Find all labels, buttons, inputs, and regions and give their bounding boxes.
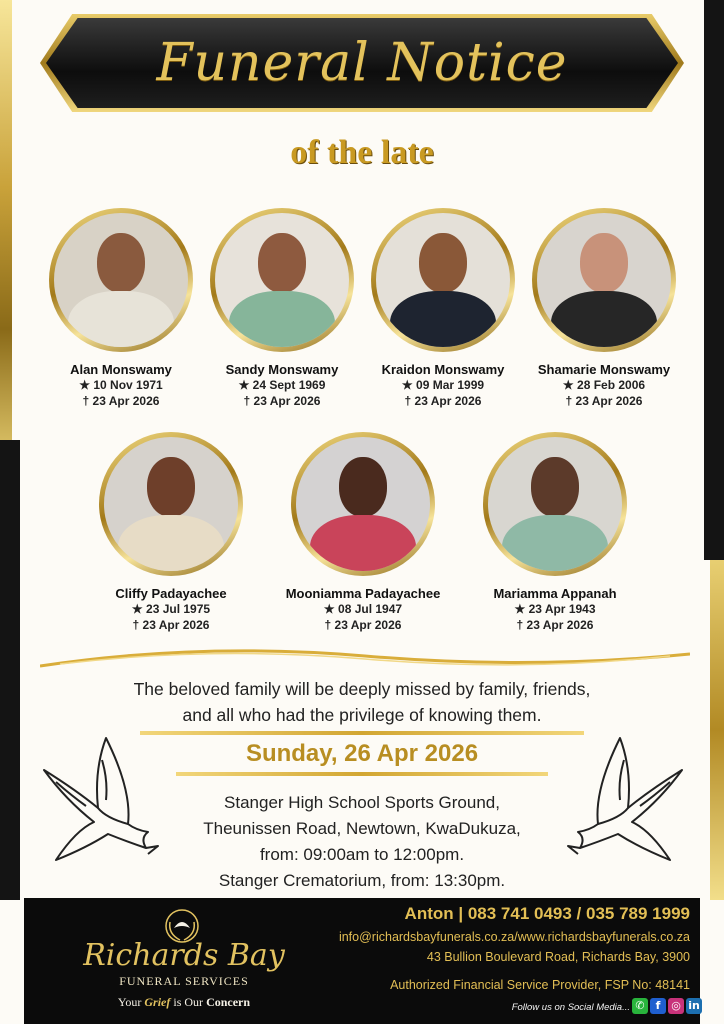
portrait-frame (483, 432, 627, 576)
contact-email-website[interactable]: info@richardsbayfunerals.co.za/www.richardsbayfunerals.co.za (338, 930, 690, 944)
person-card (278, 432, 448, 633)
portrait-photo (215, 213, 349, 347)
birth-date: ★ 28 Feb 2006 (562, 378, 646, 392)
contact-address: 43 Bullion Boulevard Road, Richards Bay, 3900 (426, 950, 690, 964)
birth-date: ★ 09 Mar 1999 (401, 378, 485, 392)
right-black-band (704, 0, 724, 560)
page-title: Funeral Notice (156, 33, 568, 93)
venue-line: Stanger High School Sports Ground, (224, 793, 500, 812)
linkedin-icon[interactable]: in (686, 998, 702, 1014)
contact-phone[interactable]: Anton | 083 741 0493 / 035 789 1999 (404, 904, 690, 923)
portrait-photo (296, 437, 430, 571)
dove-left-icon (36, 730, 166, 880)
person-card (86, 432, 256, 633)
person-card (470, 432, 640, 633)
person-name: Sandy Monswamy (225, 362, 339, 377)
tribute-message (60, 676, 664, 728)
service-venue (120, 790, 604, 894)
facebook-icon[interactable]: f (650, 998, 666, 1014)
portrait-photo (488, 437, 622, 571)
left-black-band (0, 440, 20, 900)
dove-right-icon (560, 730, 690, 880)
person-name: Cliffy Padayachee (115, 586, 227, 601)
portrait-frame (210, 208, 354, 352)
portrait-frame (99, 432, 243, 576)
instagram-icon[interactable]: ◎ (668, 998, 684, 1014)
person-name: Shamarie Monswamy (537, 362, 671, 377)
person-card (197, 208, 367, 409)
death-date: † 23 Apr 2026 (324, 618, 402, 632)
gold-rule (140, 731, 584, 735)
company-logo-subtitle: FUNERAL SERVICES (119, 974, 249, 988)
portrait-photo (104, 437, 238, 571)
death-date: † 23 Apr 2026 (82, 394, 160, 408)
person-name: Mariamma Appanah (493, 586, 617, 601)
birth-date: ★ 24 Sept 1969 (238, 378, 326, 392)
portrait-frame (291, 432, 435, 576)
portrait-photo (54, 213, 188, 347)
whatsapp-icon[interactable]: ✆ (632, 998, 648, 1014)
person-card (36, 208, 206, 409)
person-card (519, 208, 689, 409)
venue-line: Stanger Crematorium, from: 13:30pm. (218, 871, 506, 890)
page-subtitle: of the late (290, 134, 434, 171)
tagline-bold: Concern (206, 995, 251, 1009)
left-gold-band (0, 0, 12, 470)
company-tagline (34, 995, 334, 1010)
fsp-notice: Authorized Financial Service Provider, FSP No: 48141 (390, 978, 690, 992)
tagline-text: Your (117, 995, 145, 1009)
birth-date: ★ 23 Apr 1943 (514, 602, 596, 616)
venue-line: Theunissen Road, Newtown, KwaDukuza, (203, 819, 521, 838)
death-date: † 23 Apr 2026 (565, 394, 643, 408)
person-card (358, 208, 528, 409)
person-name: Mooniamma Padayachee (285, 586, 441, 601)
birth-date: ★ 10 Nov 1971 (79, 378, 163, 392)
portrait-frame (371, 208, 515, 352)
service-date: Sunday, 26 Apr 2026 (245, 740, 479, 767)
portrait-frame (49, 208, 193, 352)
tribute-line: The beloved family will be deeply missed by family, friends, (133, 679, 591, 699)
person-name: Alan Monswamy (70, 362, 172, 377)
death-date: † 23 Apr 2026 (404, 394, 482, 408)
venue-line: from: 09:00am to 12:00pm. (259, 845, 465, 864)
portrait-photo (376, 213, 510, 347)
tribute-line: and all who had the privilege of knowing them. (182, 705, 542, 725)
gold-rule (176, 772, 548, 776)
death-date: † 23 Apr 2026 (516, 618, 594, 632)
footer-contact-bar (24, 898, 700, 1024)
death-date: † 23 Apr 2026 (132, 618, 210, 632)
portrait-photo (537, 213, 671, 347)
birth-date: ★ 08 Jul 1947 (323, 602, 403, 616)
death-date: † 23 Apr 2026 (243, 394, 321, 408)
birth-date: ★ 23 Jul 1975 (131, 602, 211, 616)
tagline-text: is Our (170, 995, 207, 1009)
right-gold-band (710, 560, 724, 900)
social-media-label: Follow us on Social Media... (511, 1002, 630, 1013)
person-name: Kraidon Monswamy (381, 362, 505, 377)
portrait-frame (532, 208, 676, 352)
tagline-emphasis: Grief (144, 995, 171, 1009)
company-logo-name: Richards Bay (83, 938, 285, 973)
gold-swoosh-divider (40, 640, 690, 680)
